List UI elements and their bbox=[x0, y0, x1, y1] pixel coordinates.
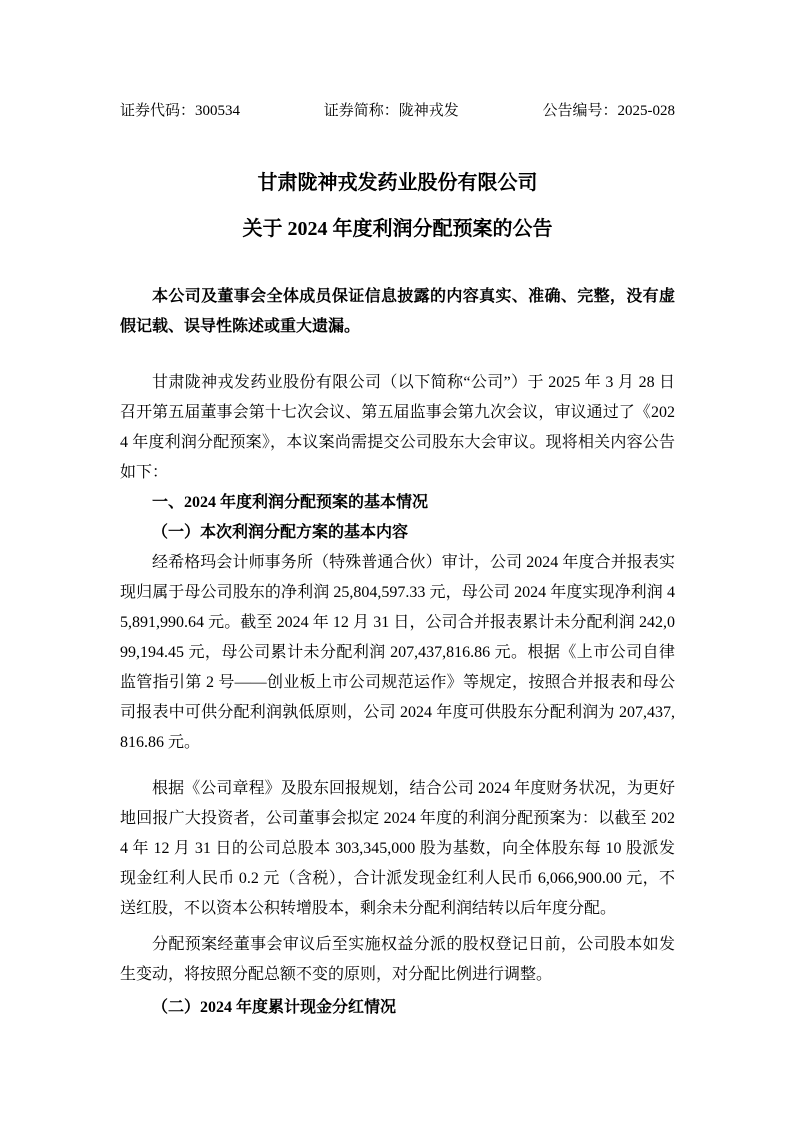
document-header bbox=[120, 100, 675, 122]
adjustment-paragraph: 分配预案经董事会审议后至实施权益分派的股权登记日前，公司股本如发生变动，将按照分配总额不变的原则，对分配比例进行调整。 bbox=[120, 936, 675, 983]
stock-code bbox=[120, 100, 240, 122]
title-subject-line: 关于 2024 年度利润分配预案的公告 bbox=[242, 218, 553, 240]
stock-name-value: 陇神戎发 bbox=[398, 103, 459, 119]
title-company-line: 甘肃陇神戎发药业股份有限公司 bbox=[257, 172, 538, 194]
document-title bbox=[120, 160, 675, 252]
stock-code-value: 300534 bbox=[195, 103, 241, 119]
stock-name bbox=[324, 100, 459, 122]
audit-result-paragraph: 经希格玛会计师事务所（特殊普通合伙）审计，公司 2024 年度合并报表实现归属于母公司股东的净利润 25,804,597.33 元，母公司 2024 年度实现净利润 45,891,990.64 元。截至 2024 年 12 月 31 日，公司合并报表累计未分配利润 242,099,194.45 元，母公司累计未分配利润 207,437,816.86 元。根据《上市公司自律监管指引第 2 号——创业板上市公司规范运作》等规定，按照合并报表和母公司报表中可供分配利润孰低原则，公司 2024 年度可供股东分配利润为 207,437,816.86 元。 bbox=[120, 554, 675, 751]
announcement-number-label: 公告编号： bbox=[542, 103, 618, 119]
stock-name-label: 证券简称： bbox=[323, 103, 399, 119]
stock-code-label: 证券代码： bbox=[120, 103, 196, 119]
announcement-number-value: 2025-028 bbox=[617, 103, 675, 119]
subsection-heading-plan-content: （一）本次利润分配方案的基本内容 bbox=[152, 524, 409, 541]
intro-paragraph: 甘肃陇神戎发药业股份有限公司（以下简称“公司”）于 2025 年 3 月 28 日召开第五届董事会第十七次会议、第五届监事会第九次会议，审议通过了《2024 年度利润分配预案》，本议案尚需提交公司股东大会审议。现将相关内容公告如下： bbox=[120, 374, 675, 481]
announcement-number bbox=[542, 100, 675, 122]
distribution-plan-paragraph: 根据《公司章程》及股东回报规划，结合公司 2024 年度财务状况，为更好地回报广大投资者，公司董事会拟定 2024 年度的利润分配预案为：以截至 2024 年 12 月 31 日的公司总股本 303,345,000 股为基数，向全体股东每 10 股派发现金红利人民币 0.2 元（含税），合计派发现金红利人民币 6,066,900.00 元，不送红股，不以资本公积转增股本，剩余未分配利润结转以后年度分配。 bbox=[120, 780, 675, 917]
disclaimer-paragraph: 本公司及董事会全体成员保证信息披露的内容真实、准确、完整，没有虚假记载、误导性陈述或重大遗漏。 bbox=[120, 288, 675, 335]
section-heading-basic-situation: 一、2024 年度利润分配预案的基本情况 bbox=[152, 494, 429, 511]
subsection-heading-cumulative-dividend: （二）2024 年度累计现金分红情况 bbox=[152, 999, 397, 1016]
